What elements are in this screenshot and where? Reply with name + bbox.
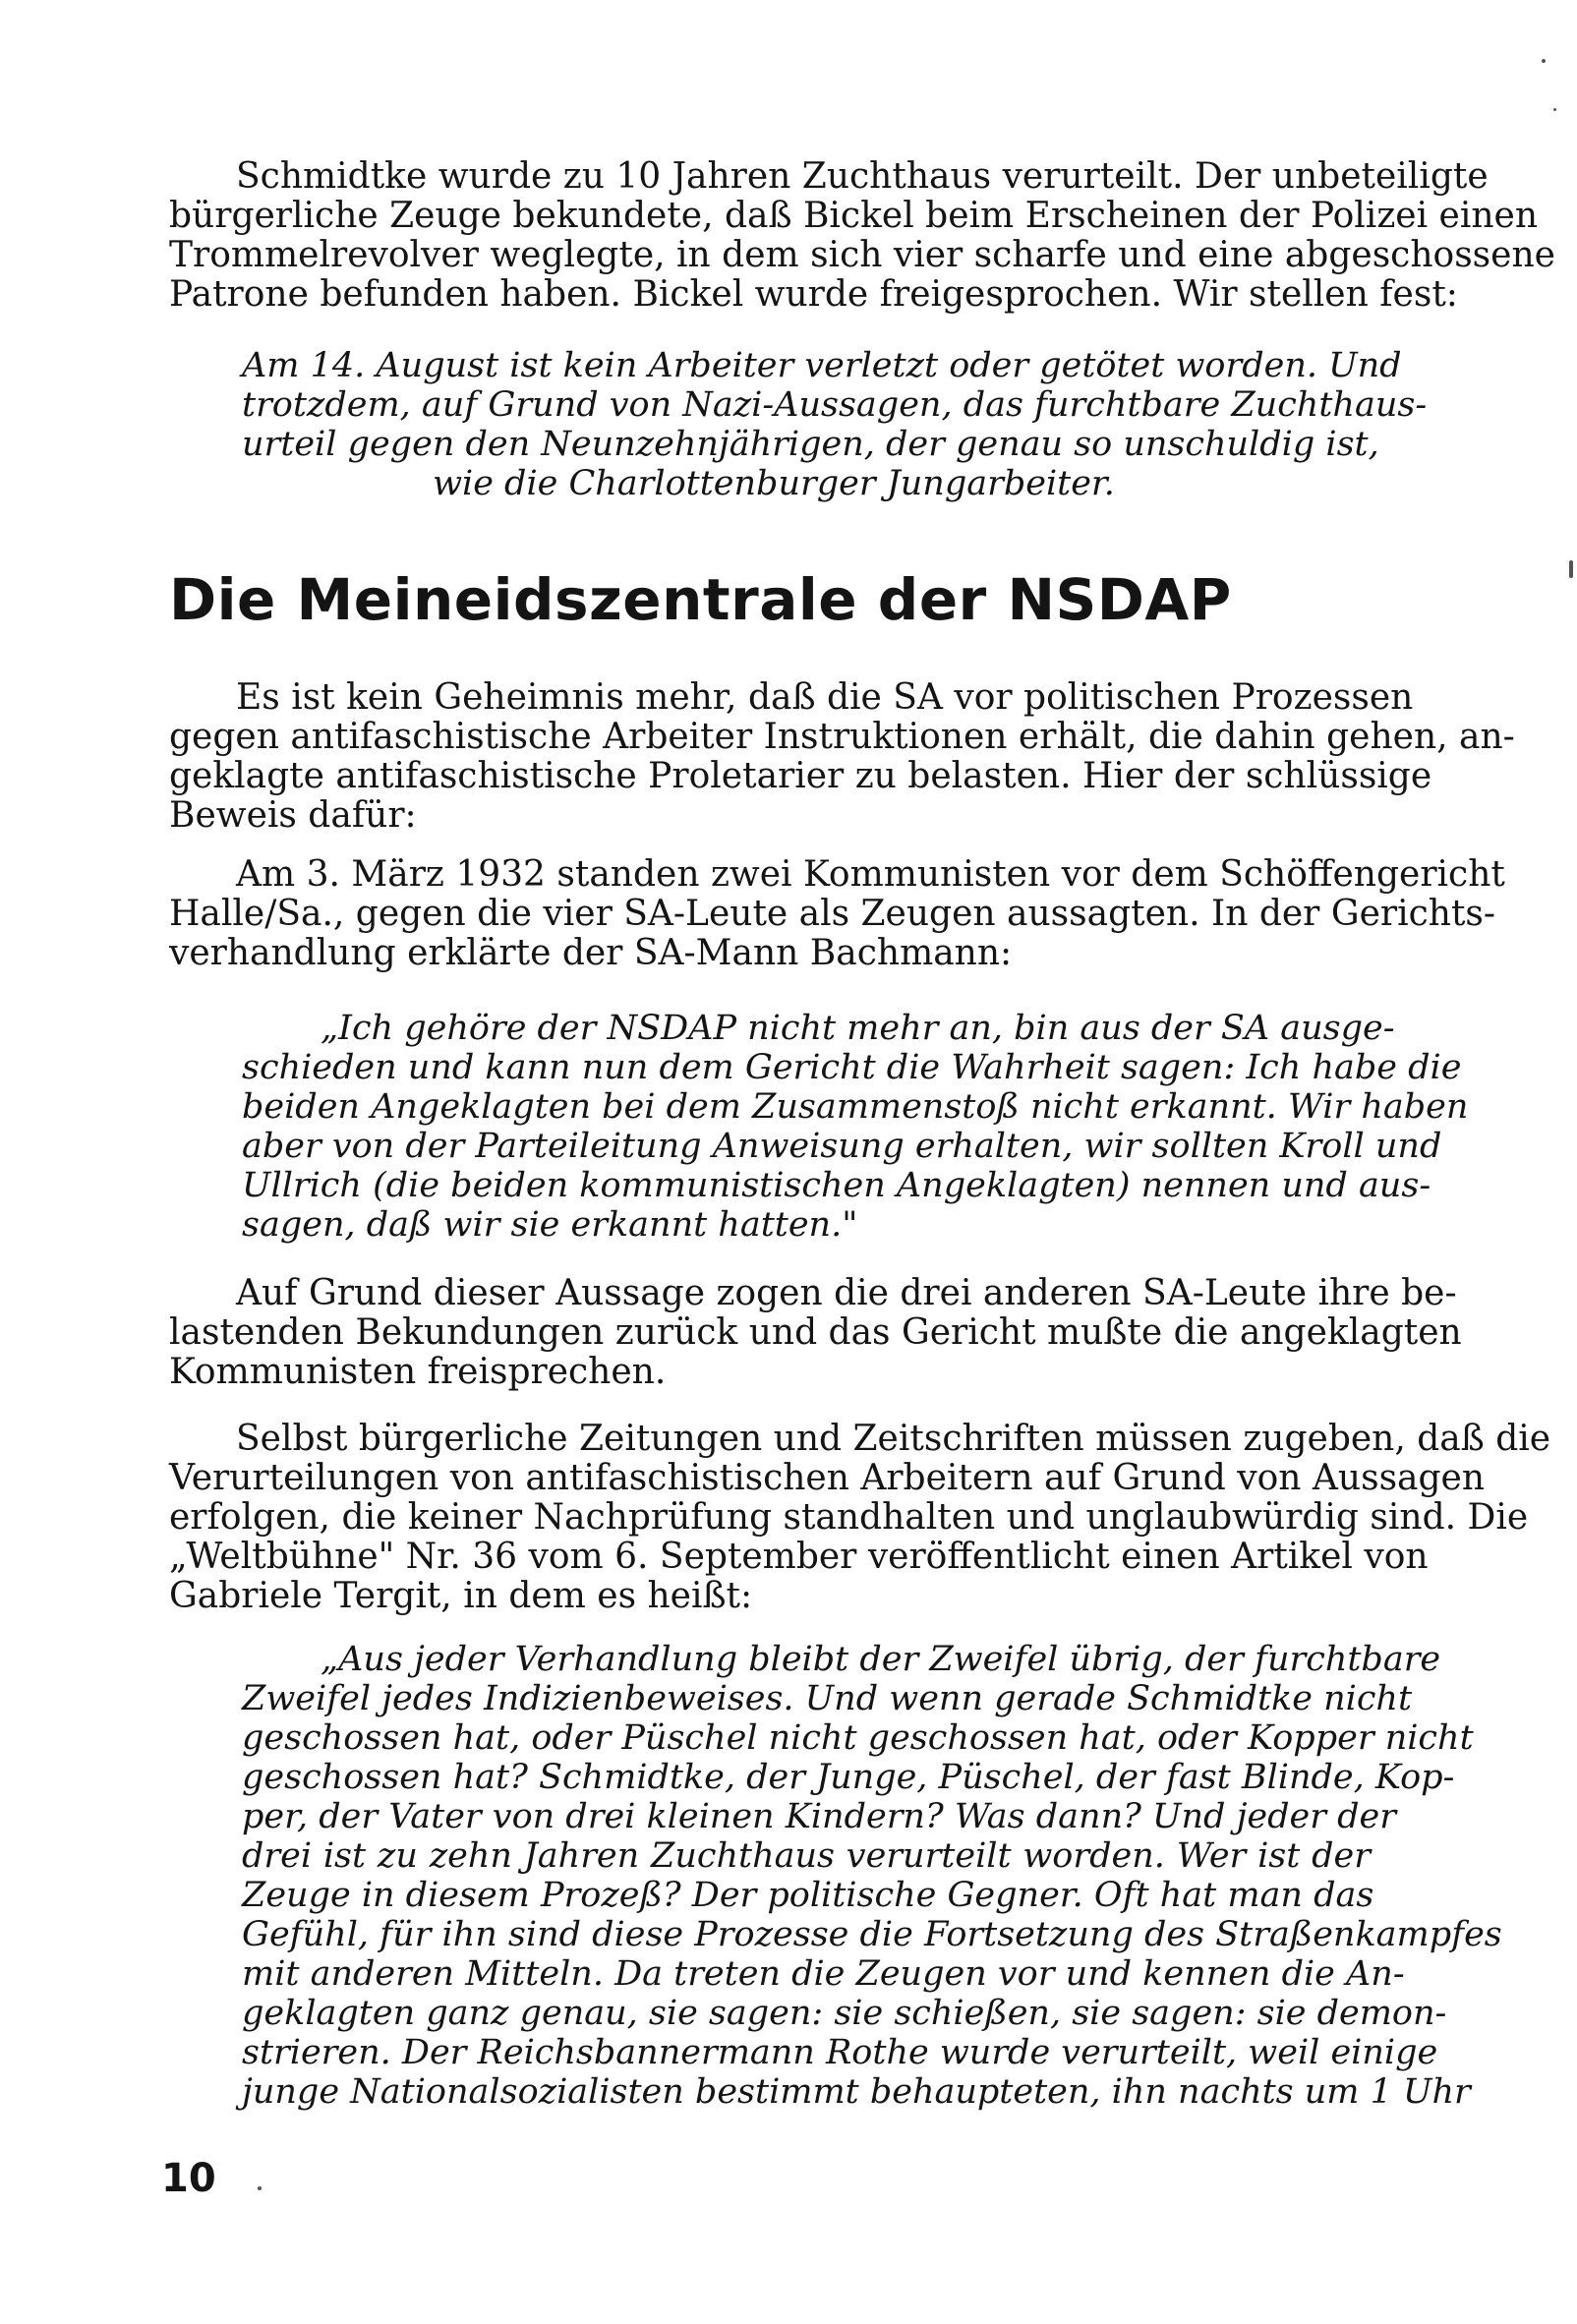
text-line: Schmidtke wurde zu 10 Jahren Zuchthaus verurteilt. Der unbeteiligte [236,156,1489,197]
text-line: verhandlung erklärte der SA-Mann Bachmann: [169,933,1013,973]
text-line: Patrone befunden haben. Bickel wurde freigesprochen. Wir stellen fest: [169,274,1458,315]
text-line: gegen antifaschistische Arbeiter Instruktionen erhält, die dahin gehen, an- [169,717,1515,757]
text-line: Auf Grund dieser Aussage zogen die drei anderen SA-Leute ihre be- [236,1273,1457,1313]
paragraph-weltbuehne [169,1419,1551,1616]
scan-speck [1553,108,1556,111]
text-line: per, der Vater von drei kleinen Kindern? Was dann? Und jeder der [242,1797,1396,1836]
scan-speck [1542,59,1546,63]
paragraph-sa-instructions [169,677,1515,836]
scan-speck [258,2186,262,2190]
text-line: sagen, daß wir sie erkannt hatten." [242,1205,858,1245]
quote-bachmann [242,1009,1469,1245]
text-line: drei ist zu zehn Jahren Zuchthaus verurteilt worden. Wer ist der [242,1836,1371,1876]
text-line: „Weltbühne" Nr. 36 vom 6. September veröffentlicht einen Artikel von [169,1537,1429,1577]
text-line: Verurteilungen von antifaschistischen Arbeitern auf Grund von Aussagen [169,1458,1486,1498]
text-line: Am 3. März 1932 standen zwei Kommunisten vor dem Schöffengericht [236,854,1505,895]
quote-tergit [242,1640,1502,2112]
text-line: mit anderen Mitteln. Da treten die Zeugen vor und kennen die An- [242,1954,1405,1994]
text-line: geschossen hat, oder Püschel nicht geschossen hat, oder Kopper nicht [242,1718,1474,1758]
paragraph-acquittal [169,1273,1462,1392]
text-line: geklagten ganz genau, sie sagen: sie schießen, sie sagen: sie demon- [242,1994,1447,2033]
text-line: Gabriele Tergit, in dem es heißt: [169,1576,753,1616]
text-line: junge Nationalsozialisten bestimmt behaupteten, ihn nachts um 1 Uhr [242,2072,1471,2112]
text-line: „Ich gehöre der NSDAP nicht mehr an, bin aus der SA ausge- [321,1009,1395,1048]
text-line: strieren. Der Reichsbannermann Rothe wurde verurteilt, weil einige [242,2033,1438,2072]
text-line: urteil gegen den Neunzehnjährigen, der genau so unschuldig ist, [242,425,1379,464]
text-line: Gefühl, für ihn sind diese Prozesse die Fortsetzung des Straßenkampfes [242,1915,1502,1954]
section-heading: Die Meineidszentrale der NSDAP [169,566,1232,633]
quote-august-14 [242,346,1428,503]
text-line: Zweifel jedes Indizienbeweises. Und wenn gerade Schmidtke nicht [242,1679,1413,1718]
text-line: schieden und kann nun dem Gericht die Wahrheit sagen: Ich habe die [242,1048,1462,1087]
text-line: Trommelrevolver weglegte, in dem sich vier scharfe und eine abgeschossene [169,235,1555,275]
text-line: Halle/Sa., gegen die vier SA-Leute als Zeugen aussagten. In der Gerichts- [169,894,1496,934]
text-line: „Aus jeder Verhandlung bleibt der Zweifel übrig, der furchtbare [321,1640,1441,1679]
text-line: Zeuge in diesem Prozeß? Der politische Gegner. Oft hat man das [242,1876,1374,1915]
paragraph-halle-trial [169,854,1505,973]
text-line: Es ist kein Geheimnis mehr, daß die SA vor politischen Prozessen [236,677,1414,718]
text-line: wie die Charlottenburger Jungarbeiter. [433,464,1115,503]
page-number: 10 [161,2156,216,2201]
text-line: geklagte antifaschistische Proletarier zu belasten. Hier der schlüssige [169,756,1432,796]
text-line: lastenden Bekundungen zurück und das Gericht mußte die angeklagten [169,1312,1462,1353]
text-line: Am 14. August ist kein Arbeiter verletzt oder getötet worden. Und [242,346,1402,385]
paragraph-schmidtke-verdict [169,156,1555,315]
text-line: erfolgen, die keiner Nachprüfung standhalten und unglaubwürdig sind. Die [169,1497,1529,1538]
text-line: bürgerliche Zeuge bekundete, daß Bickel beim Erscheinen der Polizei einen [169,196,1539,236]
scan-speck [1569,560,1573,578]
text-line: Ullrich (die beiden kommunistischen Angeklagten) nennen und aus- [242,1166,1431,1205]
text-line: Kommunisten freisprechen. [169,1352,667,1392]
text-line: Beweis dafür: [169,795,417,836]
text-line: beiden Angeklagten bei dem Zusammenstoß nicht erkannt. Wir haben [242,1087,1469,1127]
text-line: Selbst bürgerliche Zeitungen und Zeitschriften müssen zugeben, daß die [236,1419,1551,1459]
text-line: aber von der Parteileitung Anweisung erhalten, wir sollten Kroll und [242,1127,1442,1166]
text-line: geschossen hat? Schmidtke, der Junge, Püschel, der fast Blinde, Kop- [242,1758,1455,1797]
text-line: trotzdem, auf Grund von Nazi-Aussagen, das furchtbare Zuchthaus- [242,385,1428,425]
